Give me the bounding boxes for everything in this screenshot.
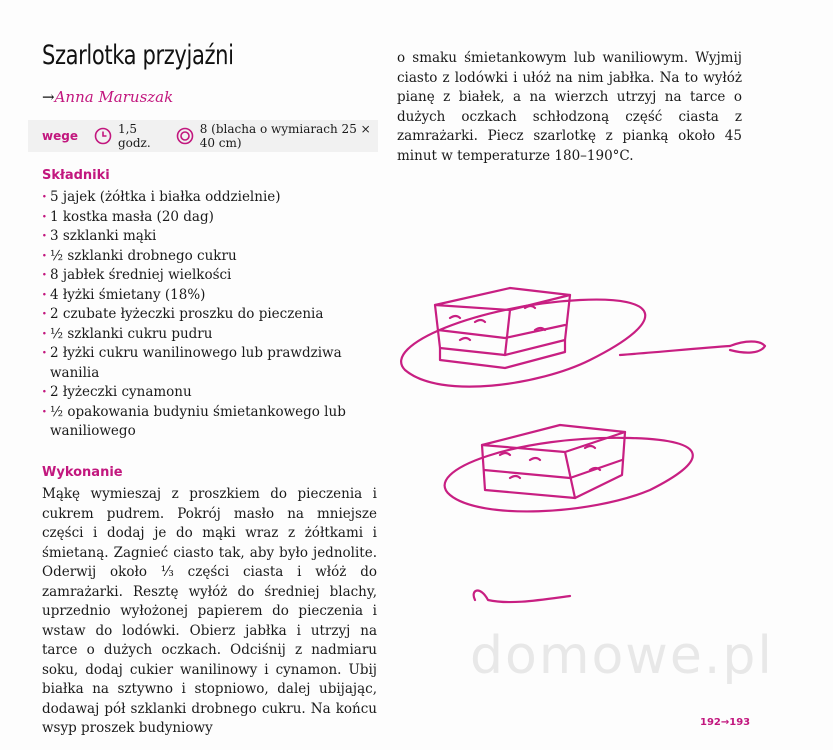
ingredient-item: · 1 kostka masła (20 dag) — [42, 208, 362, 228]
watermark: domowe.pl — [470, 626, 774, 686]
author-arrow: → — [42, 88, 55, 106]
ingredients-heading: Składniki — [42, 168, 110, 183]
ingredient-item: · ½ szklanki drobnego cukru — [42, 247, 362, 267]
clock-icon — [94, 127, 112, 145]
ingredient-item: · ½ szklanki cukru pudru — [42, 325, 362, 345]
recipe-author — [42, 88, 173, 106]
lower-spoon — [474, 591, 570, 603]
ingredients-list — [42, 188, 362, 442]
ingredient-item: · 2 czubate łyżeczki proszku do pieczenia — [42, 305, 362, 325]
cake-illustration — [360, 260, 780, 630]
upper-cake — [435, 288, 570, 355]
diet-tag: wege — [42, 129, 78, 143]
prep-time: 1,5 godz. — [117, 122, 151, 150]
ingredient-item: · 2 łyżeczki cynamonu — [42, 383, 362, 403]
method-text: Mąkę wymieszaj z proszkiem do pieczenia i cukrem pudrem. Pokrój masło na mniejsze części i dodaj je do mąki wraz z żółtkami i śmietaną. Zagnieć ciasto tak, aby było jednolite. Oderwij około ⅓ części ciasta i włóż do zamrażarki. Resztę wyłóż do średniej blachy, uprzednio wyłożonej papierem do pieczenia i wstaw do lodówki. Obierz jabłka i utrzyj na tarce o dużych oczkach. Odciśnij z nadmiaru soku, dodaj cukier wanilinowy i cynamon. Ubij białka na sztywno i stopniowo, dalej ubijając, dodawaj pół szklanki drobnego cukru. Na końcu wsyp proszek budyniowy — [42, 486, 377, 736]
ingredient-item: · 3 szklanki mąki — [42, 227, 362, 247]
recipe-title: Szarlotka przyjaźni — [42, 40, 234, 71]
plate-icon — [176, 127, 194, 145]
author-name: Anna Maruszak — [54, 88, 174, 106]
upper-spoon — [620, 342, 765, 356]
recipe-meta-bar — [28, 120, 378, 152]
lower-cake — [482, 425, 625, 498]
page-numbers: 192→193 — [700, 717, 751, 728]
method-heading: Wykonanie — [42, 465, 123, 480]
ingredient-item: · 5 jajek (żółtka i białka oddzielnie) — [42, 188, 362, 208]
upper-plate — [401, 300, 645, 387]
ingredient-item: · 4 łyżki śmietany (18%) — [42, 286, 362, 306]
ingredient-item: · 8 jabłek średniej wielkości — [42, 266, 362, 286]
ingredient-item: · 2 łyżki cukru wanilinowego lub prawdziwa wanilia — [42, 344, 362, 383]
servings: 8 (blacha o wymiarach 25 × 40 cm) — [199, 122, 371, 150]
method-continuation: o smaku śmietankowym lub waniliowym. Wyjmij ciasto z lodówki i ułóż na nim jabłka. Na to wyłóż pianę z białek, a na wierzch utrzyj na tarce o dużych oczkach schłodzoną część ciasta z zamrażarki. Piecz szarlotkę z pianką około 45 minut w temperaturze 180–190°C. — [397, 50, 742, 164]
ingredient-item: · ½ opakowania budyniu śmietankowego lub waniliowego — [42, 403, 362, 442]
